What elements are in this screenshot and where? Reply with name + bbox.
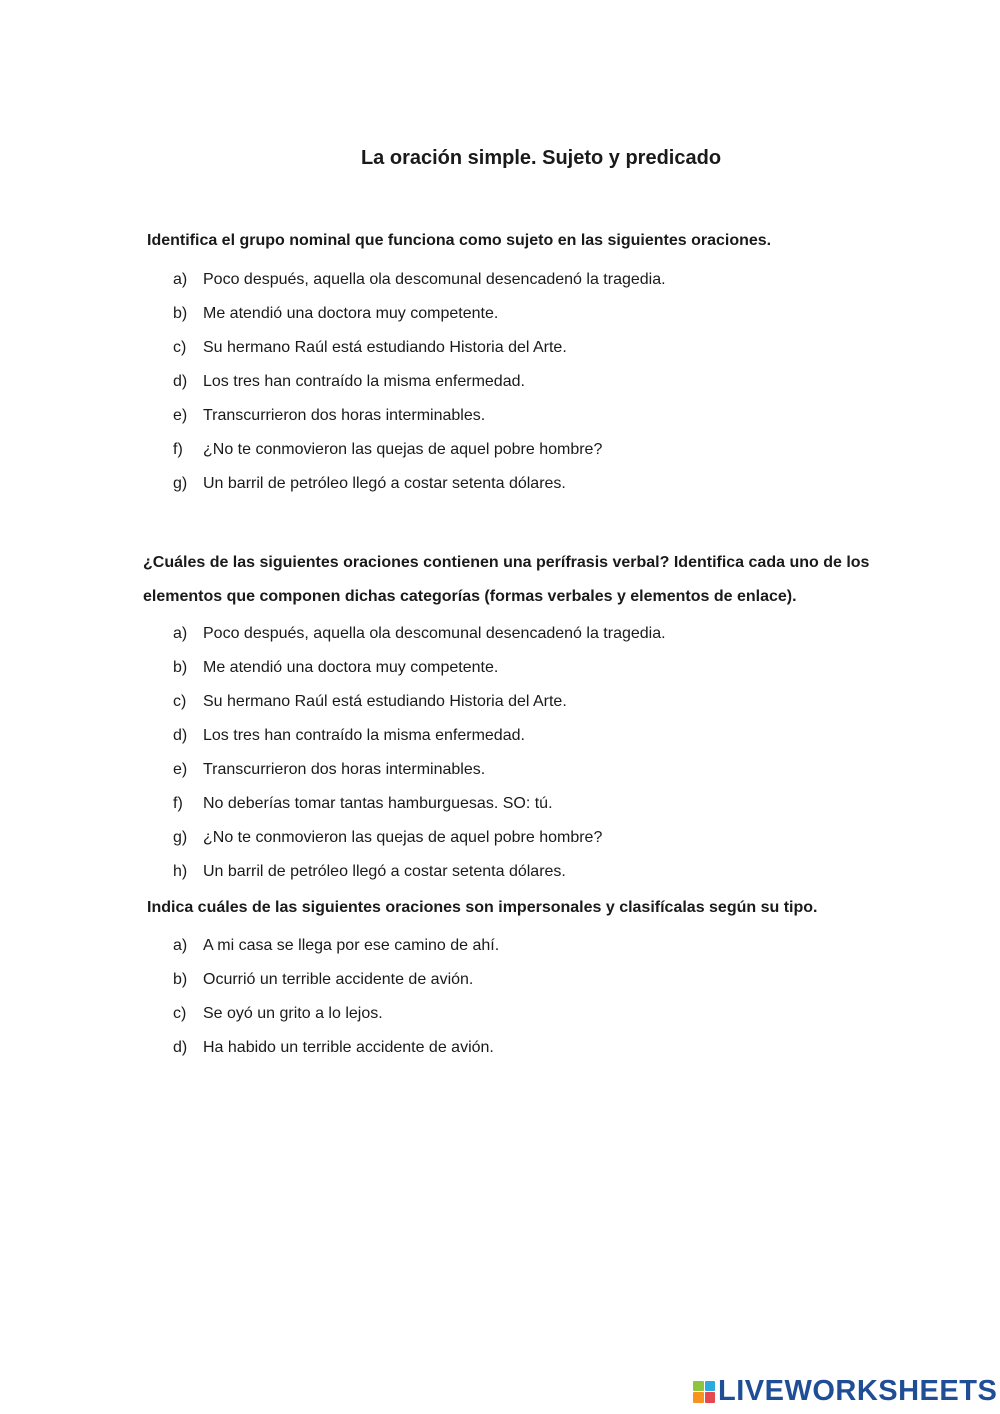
list-item-marker: d) bbox=[173, 373, 188, 390]
list-item-marker: d) bbox=[173, 727, 188, 744]
list-item-marker: a) bbox=[173, 625, 188, 642]
list-item bbox=[173, 828, 666, 862]
liveworksheets-logo bbox=[693, 1375, 997, 1408]
list-item-marker: g) bbox=[173, 829, 188, 846]
list-item-text: Me atendió una doctora muy competente. bbox=[203, 305, 499, 322]
list-item-marker: b) bbox=[173, 659, 188, 676]
list-item bbox=[173, 658, 666, 692]
list-item-marker: c) bbox=[173, 339, 187, 356]
list-item-text: Un barril de petróleo llegó a costar setenta dólares. bbox=[203, 475, 566, 492]
list-item-text: Transcurrieron dos horas interminables. bbox=[203, 761, 486, 778]
list-item-marker: b) bbox=[173, 971, 188, 988]
list-item-text: Poco después, aquella ola descomunal desencadenó la tragedia. bbox=[203, 271, 666, 288]
list-item-text: ¿No te conmovieron las quejas de aquel pobre hombre? bbox=[203, 441, 603, 458]
list-item bbox=[173, 304, 666, 338]
list-item-marker: f) bbox=[173, 795, 183, 812]
list-item-text: Los tres han contraído la misma enfermedad. bbox=[203, 373, 525, 390]
list-item-text: A mi casa se llega por ese camino de ahí. bbox=[203, 937, 500, 954]
list-item bbox=[173, 474, 666, 508]
list-item-text: Ocurrió un terrible accidente de avión. bbox=[203, 971, 474, 988]
list-item bbox=[173, 692, 666, 726]
list-item-text: Poco después, aquella ola descomunal desencadenó la tragedia. bbox=[203, 625, 666, 642]
list-item bbox=[173, 338, 666, 372]
list-item bbox=[173, 406, 666, 440]
list-item-text: Se oyó un grito a lo lejos. bbox=[203, 1005, 383, 1022]
list-item-marker: c) bbox=[173, 1005, 187, 1022]
list-item-text: Un barril de petróleo llegó a costar setenta dólares. bbox=[203, 863, 566, 880]
list-item-text: Ha habido un terrible accidente de avión. bbox=[203, 1039, 494, 1056]
list-item-marker: h) bbox=[173, 863, 188, 880]
section-2-list bbox=[173, 624, 666, 896]
logo-tile-blue bbox=[705, 1381, 716, 1392]
list-item-marker: b) bbox=[173, 305, 188, 322]
list-item-marker: c) bbox=[173, 693, 187, 710]
list-item bbox=[173, 440, 666, 474]
logo-text: LIVEWORKSHEETS bbox=[718, 1375, 998, 1407]
list-item-text: Transcurrieron dos horas interminables. bbox=[203, 407, 486, 424]
list-item-marker: g) bbox=[173, 475, 188, 492]
list-item-text: Los tres han contraído la misma enfermedad. bbox=[203, 727, 525, 744]
list-item-marker: e) bbox=[173, 407, 188, 424]
logo-tile-orange bbox=[693, 1392, 704, 1403]
list-item bbox=[173, 862, 666, 896]
section-1-list bbox=[173, 270, 666, 508]
logo-tile-red bbox=[705, 1392, 716, 1403]
liveworksheets-logo-icon bbox=[693, 1381, 715, 1403]
list-item-marker: e) bbox=[173, 761, 188, 778]
list-item-text: ¿No te conmovieron las quejas de aquel pobre hombre? bbox=[203, 829, 603, 846]
list-item bbox=[173, 270, 666, 304]
list-item-text: Su hermano Raúl está estudiando Historia del Arte. bbox=[203, 693, 567, 710]
section-1-heading: Identifica el grupo nominal que funciona como sujeto en las siguientes oraciones. bbox=[147, 232, 772, 249]
list-item-text: No deberías tomar tantas hamburguesas. SO: tú. bbox=[203, 795, 553, 812]
list-item bbox=[173, 1038, 499, 1072]
list-item-marker: a) bbox=[173, 271, 188, 288]
list-item-marker: a) bbox=[173, 937, 188, 954]
section-3-list bbox=[173, 936, 499, 1072]
list-item bbox=[173, 372, 666, 406]
list-item bbox=[173, 1004, 499, 1038]
list-item-text: Me atendió una doctora muy competente. bbox=[203, 659, 499, 676]
section-2-heading: ¿Cuáles de las siguientes oraciones contienen una perífrasis verbal? Identifica cada uno de los elementos que componen dichas categorías (formas verbales y elementos de enlace). bbox=[143, 554, 870, 605]
list-item bbox=[173, 936, 499, 970]
section-3-heading: Indica cuáles de las siguientes oraciones son impersonales y clasifícalas según su tipo. bbox=[147, 899, 818, 916]
page-title: La oración simple. Sujeto y predicado bbox=[360, 147, 722, 169]
list-item-text: Su hermano Raúl está estudiando Historia del Arte. bbox=[203, 339, 567, 356]
list-item bbox=[173, 624, 666, 658]
list-item-marker: d) bbox=[173, 1039, 188, 1056]
list-item bbox=[173, 794, 666, 828]
list-item bbox=[173, 760, 666, 794]
list-item bbox=[173, 970, 499, 1004]
list-item bbox=[173, 726, 666, 760]
logo-tile-green bbox=[693, 1381, 704, 1392]
list-item-marker: f) bbox=[173, 441, 183, 458]
